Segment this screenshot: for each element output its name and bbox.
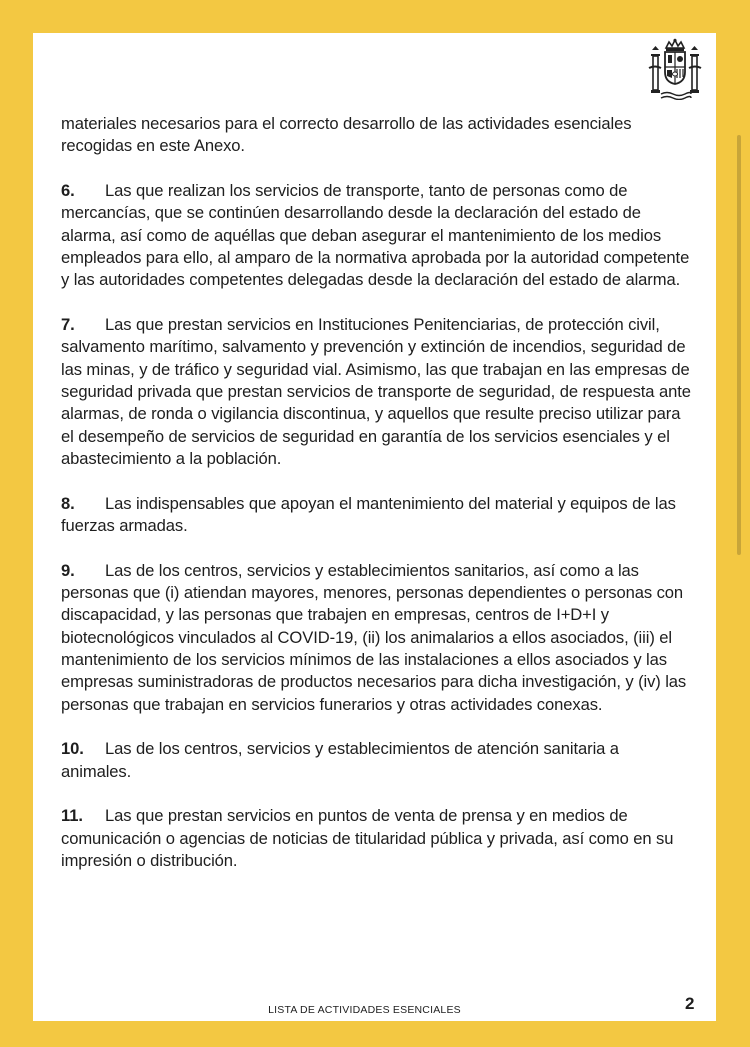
page-number: 2 [685,994,695,1013]
list-item [61,738,691,783]
item-number: 8. [61,493,75,513]
item-number: 11. [61,806,83,826]
item-number: 7. [61,315,75,335]
list-item [61,180,691,291]
list-item [61,314,691,470]
scrollbar[interactable] [734,120,744,560]
item-text: Las de los centros, servicios y establecimientos de atención sanitaria a animales. [61,739,619,781]
document-body [61,113,691,895]
scrollbar-thumb[interactable] [737,135,741,555]
coat-of-arms-icon [647,38,703,100]
item-text: Las que realizan los servicios de transporte, tanto de personas como de mercancías, que se continúen desarrollando desde la declaración del estado de alarma, así como de aquéllas que deban asegurar el mantenimiento de los medios empleados para ello, al amparo de la normativa aprobada por la autoridad competente y las autoridades competentes delegadas desde la declaración del estado de alarma. [61,181,690,290]
item-text: Las que prestan servicios en puntos de venta de prensa y en medios de comunicación o agencias de noticias de titularidad pública y privada, así como en su impresión o distribución. [61,806,674,871]
list-item [61,560,691,716]
item-number: 10. [61,739,84,759]
list-item [61,805,691,872]
footer-title: LISTA DE ACTIVIDADES ESENCIALES [268,1004,461,1016]
item-number: 9. [61,560,75,580]
document-page [33,33,716,1021]
item-text: Las indispensables que apoyan el mantenimiento del material y equipos de las fuerzas armadas. [61,493,676,535]
item-text: Las de los centros, servicios y establecimientos sanitarios, así como a las personas que (i) atiendan mayores, menores, personas dependientes o personas con discapacidad, y las personas que trabajen en empresas, centros de I+D+I y biotecnológicos vinculados al COVID-19, (ii) los animalarios a ellos asociados, (iii) el mantenimiento de los servicios mínimos de las instalaciones a ellos asociados y las empresas suministradoras de productos necesarios para dicha investigación, y (iv) las personas que trabajan en servicios funerarios y otras actividades conexas. [61,560,687,714]
item-number: 6. [61,181,75,201]
list-item [61,493,691,538]
intro-paragraph: materiales necesarios para el correcto desarrollo de las actividades esenciales recogidas en este Anexo. [61,114,632,156]
item-text: Las que prestan servicios en Instituciones Penitenciarias, de protección civil, salvamento marítimo, salvamento y prevención y extinción de incendios, seguridad de las minas, y de tráfico y seguridad vial. Asimismo, las que trabajan en las empresas de seguridad privada que prestan servicios de transporte de seguridad, de respuesta ante alarmas, de ronda o vigilancia discontinua, y aquellos que resulte preciso utilizar para el desempeño de servicios de seguridad en garantía de los servicios esenciales y el abastecimiento a la población. [61,315,691,468]
